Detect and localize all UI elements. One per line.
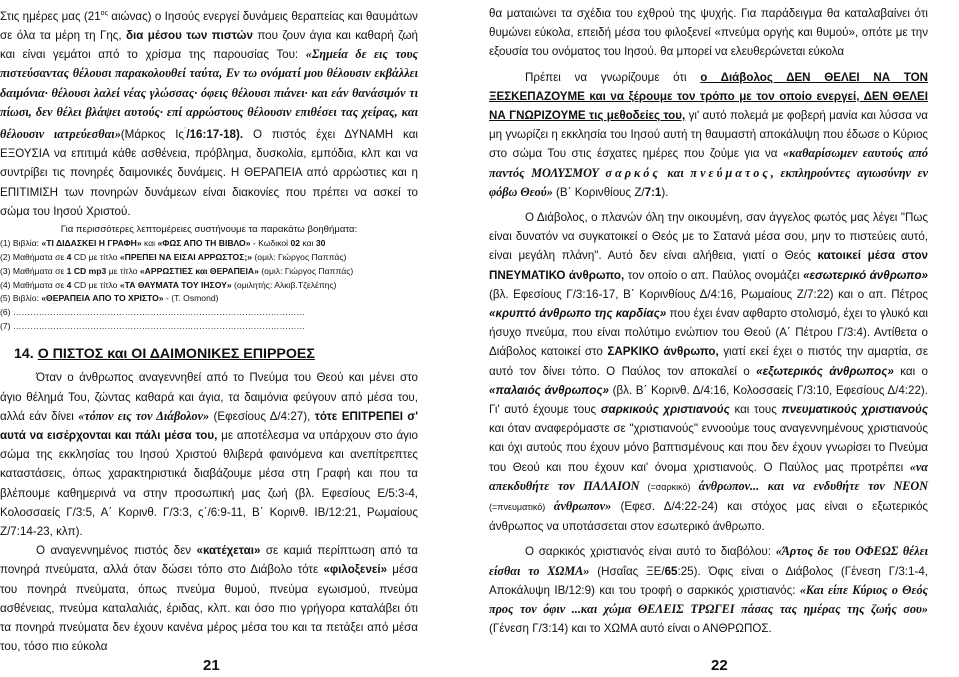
help-item: (7) ………………………………………………………………………………………… (0, 321, 306, 332)
intro-paragraph (0, 4, 418, 221)
text-span: Στις ημέρες μας (21 (0, 9, 101, 23)
paragraph: Ο σαρκικός χριστιανός είναι αυτό το διαβόλου: «Άρτος δε του ΟΦΕΩΣ θέλει είσθαι το ΧΩΜΑ» (Ησαΐας ΞΕ/65:25). Όφις είναι ο Διάβολος (Γένεση Γ/3:1-4, Αποκάλυψη ΙΒ/12:9) και του τροφή ο σαρκικός χριστιανός: «Και είπε Κύριος ο Θεός προς τον όφιν ...και χώμα ΘΕΛΕΙΣ ΤΡΩΓΕΙ πάσας τας ημέρας της ζωής σου» (Γένεση Γ/3:14) και το ΧΩΜΑ αυτό είναι ο ΑΝΘΡΩΠΟΣ. (489, 544, 928, 636)
reference: (Μάρκος Ις (120, 127, 185, 141)
text-span: Ο πιστός έχει ΔΥΝΑΜΗ και ΕΞΟΥΣΙΑ να επιτιμά κάθε ασθένεια, πρόβλημα, δυσκολία, εμπόδια, κλπ και να συντρίβει τις πονηρές δαιμονικές δυνάμεις. Η ΘΕΡΑΠΕΙΑ από αρρώστιες και η ΕΠΙΤΙΜΙΣΗ των πονηρών δυνάμεων είναι διακονίες που πρέπει να ασκεί το σώμα του Ιησού Χριστού. (0, 127, 418, 218)
right-page (489, 0, 959, 677)
helps-intro: Για περισσότερες λεπτομέρειες συστήνουμε τα παρακάτω βοηθήματα: (60, 223, 358, 235)
reference-bold: /16:17-18). (186, 127, 244, 141)
left-text-column (0, 4, 418, 656)
help-item: (1) Βιβλία: «ΤΙ ΔΙΔΑΣΚΕΙ Η ΓΡΑΦΗ» και «ΦΩΣ ΑΠΟ ΤΗ ΒΙΒΛΟ» - Κωδικοί 02 και 30 (0, 237, 326, 248)
text-span: αιώνας) ο Ιησούς ενεργεί δυνάμεις θεραπείας και θαυμάτων σε όλα τα μέρη τη Γης, (0, 9, 418, 43)
right-text-column (489, 4, 928, 639)
section-heading (0, 345, 418, 364)
help-item: (2) Μαθήματα σε 4 CD με τίτλο «ΠΡΕΠΕΙ ΝΑ ΕΙΣΑΙ ΑΡΡΩΣΤΟΣ;» (ομιλ: Γιώργος Παππάς) (0, 251, 347, 262)
help-item: (5) Βιβλίο: «ΘΕΡΑΠΕΙΑ ΑΠΟ ΤΟ ΧΡΙΣΤΟ» - (Τ. Osmond) (0, 293, 219, 304)
page-number: 22 (711, 657, 728, 674)
text-span: που ζουν άγια και καθαρή ζωή και είναι γεμάτοι από το χρίσμα της παρουσίας Του: (0, 29, 418, 62)
paragraph: Πρέπει να γνωρίζουμε ότι ο Διάβολος ΔΕΝ ΘΕΛΕΙ ΝΑ ΤΟΝ ΞΕΣΚΕΠΑΖΟΥΜΕ και να ξέρουμε τον τρόπο με τον οποίο ενεργεί, ΔΕΝ ΘΕΛΕΙ ΝΑ ΓΝΩΡΙΖΟΥΜΕ τις μεθοδείες του, γι' αυτό πολεμά με φοβερή μανία και λύσσα να μη γνωρίζει η εκκλησία του Ιησού αυτή τη θαυμαστή αποκάλυψη που έδωσε ο Κύριος στο σώμα Του στις έσχατες ημέρες που ζούμε για να «καθαρίσωμεν εαυτούς από παντός ΜΟΛΥΣΜΟΥ σαρκός και πνεύματος, εκπληρούντες αγιωσύνην εν φόβω Θεού» (Β΄ Κορινθίους Ζ/7:1). (489, 70, 929, 199)
left-page (0, 0, 471, 677)
section-number: 14. (14, 346, 34, 363)
help-item: (3) Μαθήματα σε 1 CD mp3 με τίτλο «ΑΡΡΩΣΤΙΕΣ και ΘΕΡΑΠΕΙΑ» (ομιλ: Γιώργος Παππάς) (0, 265, 354, 276)
page-number: 21 (203, 657, 220, 674)
superscript: ΄ (184, 128, 187, 136)
paragraph: Όταν ο άνθρωπος αναγεννηθεί από το Πνεύμα του Θεού και μένει στο άγιο θέλημά Του, ζώντας καθαρά και άγια, τα δαιμόνια φεύγουν από μέσα του, αλλά εάν δίνει «τόπον εις τον Διάβολον» (Εφεσίους Δ/4:27), τότε ΕΠΙΤΡΕΠΕΙ σ' αυτά να εισέρχονται και πάλι μέσα του, με αποτέλεσμα να υπάρχουν στο άγιο σώμα της εκκλησίας του Ιησού Χριστού θλιβερά φαινόμενα και ανεπίτρεπτες καταστάσεις, όπως χαρακτηριστικά διαβάζουμε μέσα στη Γραφή και που τα βλέπουμε καθημερινά να στην προσωπική μας ζωή (βλ. Εφεσίους Ε/5:3-4, Κολοσσαείς Γ/3:5, Α΄ Κορινθ. Γ/3:3, ς΄/6:9-11, Β΄ Κορινθ. ΙΒ/12:21, Ρωμαίους Ζ/7:14-23, κλπ). (0, 371, 418, 539)
paragraph: θα ματαιώνει τα σχέδια του εχθρού της ψυχής. Για παράδειγμα θα καταλαβαίνει ότι θυμώνει εύκολα, επειδή μέσα του φιλοξενεί «πνεύμα οργής και θυμού», οπότε με την εξουσία του ονόματος του Ιησού. θα μπορεί να ελευθερώνεται εύκολα (489, 7, 928, 59)
help-item: (6) ………………………………………………………………………………………… (0, 307, 306, 318)
section-title: Ο ΠΙΣΤΟΣ και ΟΙ ΔΑΙΜΟΝΙΚΕΣ ΕΠΙΡΡΟΕΣ (37, 346, 315, 363)
paragraph: Ο Διάβολος, ο πλανών όλη την οικουμένη, σαν άγγελος φωτός μας λέγει "Πως είναι δυνατόν να συγκατοικεί ο Θεός με το Σατανά μέσα σου, μην το πιστεύεις αυτό, είναι μεγάλη πλάνη". Αυτό δεν είναι αλήθεια, γιατί ο Θεός κατοικεί μέσα στον ΠΝΕΥΜΑΤΙΚΟ άνθρωπο, τον οποίο ο απ. Παύλος ονομάζει «εσωτερικό άνθρωπο» (βλ. Εφεσίους Γ/3:16-17, Β΄ Κορινθίους Δ/4:16, Ρωμαίους Ζ/7:22) και ο απ. Πέτρος «κρυπτό άνθρωπο της καρδίας» που έχει έναν αφθαρτο στολισμό, έχει το γλυκό και ήσυχο πνεύμα, που είναι πολύτιμο ενώπιον του Θεού (Α΄ Πέτρου Γ/3:4). Αντίθετα ο Διάβολος κατοικεί στο ΣΑΡΚΙΚΟ άνθρωπο, γιατί εκεί έχει ο πιστός την αμαρτία, σε αυτό τον δίνει τόπο. Ο Παύλος τον αποκαλεί ο «εξωτερικός άνθρωπος» και ο «παλαιός άνθρωπος» (βλ. Β΄ Κορινθ. Δ/4:16, Κολοσσαείς Γ/3:10, Εφεσίους Δ/4:22). Γι' αυτό έχουμε τους σαρκικούς χριστιανούς και τους πνευματικούς χριστιανούς και όταν αναφερόμαστε σε "χριστιανούς" εννοούμε τους αναγεννημένους χριστιανούς και όχι αυτούς που έχουν μόνο βαπτισμένους και που δεν έχουν γνωρίσει το Πνεύμα του Θεού και που έχουν και' όνομα χριστιανούς. Ο Παύλος μας προτρέπει «να απεκδυθήτε τον ΠΑΛΑΙΟΝ (=σαρκικό) άνθρωπον... και να ενδυθήτε τον ΝΕΟΝ (=πνευματικό) άνθρωπον» (Εφεσ. Δ/4:22-24) και στόχος μας είναι ο εξωτερικός άνθρωπος να υποτάσσεται στον εσωτερικό άνθρωπο. (489, 211, 929, 534)
helps-list (0, 223, 418, 334)
paragraph: Ο αναγεννημένος πιστός δεν «κατέχεται» σε καμιά περίπτωση από τα πονηρά πνεύματα, αλλά όταν δώσει τόπο στο Διάβολο τότε «φιλοξενεί» μέσα του πονηρά πνεύματα, όπως πνεύμα θυμού, πνεύμα εγωισμού, πνεύμα ασθένειας, πνεύμα καταλαλιάς, έριδας, κλπ. και όσο πιο γρήγορα καταλάβει ότι τα πονηρά πνεύματα δεν έχουν κανένα μέρος μέσα του και τα πετάξει από μέσα του, τόσο πιο εύκολα (0, 544, 419, 654)
help-item: (4) Μαθήματα σε 4 CD με τίτλο «ΤΑ ΘΑΥΜΑΤΑ ΤΟΥ ΙΗΣΟΥ» (ομιλητής: Αλκιβ.Τζελέπης) (0, 279, 337, 290)
scripture-quote: «Σημεία δε εις τους πιστεύσαντας θέλουσι παρακολουθεί ταύτα, Εν τω ονόματί μου θέλουσιν εκβάλλει δαιμόνια· θέλουσι λαλεί νέας γλώσσας· όφεις θέλουσι πιάνει· και εάν θανάσιμόν τι πίωσι, δεν θέλει βλάψει αυτούς· επί αρρώστους θέλουσιν επιθέσει τας χείρας, και θέλουσιν ιατρεύεσθαι» (0, 47, 418, 141)
superscript: ος (100, 10, 108, 17)
bold-text: δια μέσου των πιστών (126, 29, 253, 43)
